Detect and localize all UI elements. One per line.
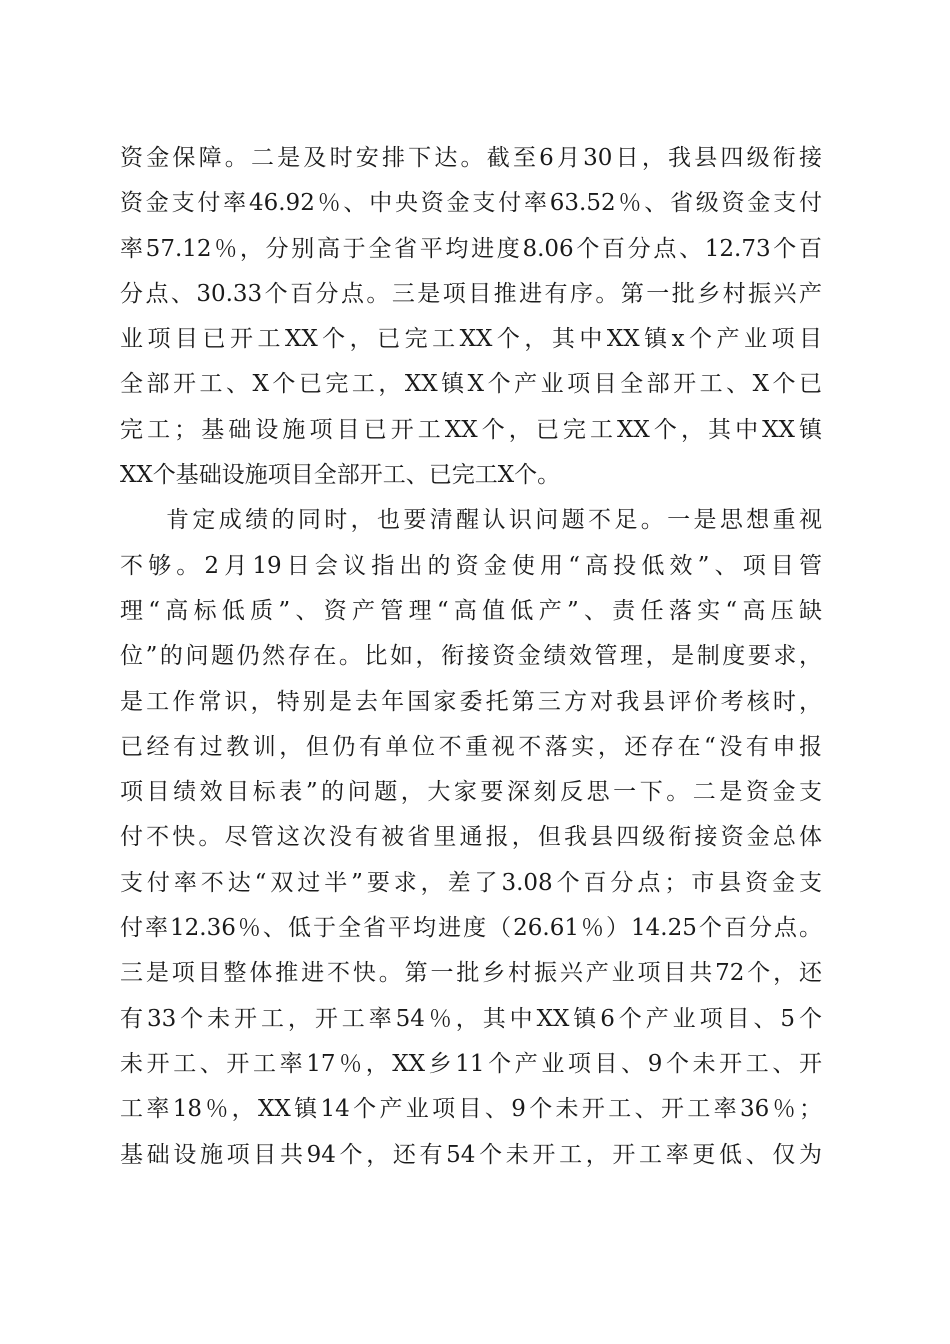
document-body bbox=[120, 136, 822, 1178]
text-line: 肯定成绩的同时，也要清醒认识问题不足。一是思想重视 bbox=[166, 507, 822, 534]
text-line: 全部开工、X个已完工，XX镇X个产业项目全部开工、X个已 bbox=[120, 371, 822, 398]
text-line: 位”的问题仍然存在。比如，衔接资金绩效管理，是制度要求， bbox=[120, 643, 822, 670]
text-line: 理“高标低质”、资产管理“高值低产”、责任落实“高压缺 bbox=[120, 597, 822, 624]
text-line: 未开工、开工率17％，XX乡11个产业项目、9个未开工、开 bbox=[120, 1050, 822, 1077]
text-line: XX个基础设施项目全部开工、已完工X个。 bbox=[120, 462, 561, 489]
text-line: 基础设施项目共94个，还有54个未开工，开工率更低、仅为 bbox=[120, 1141, 822, 1168]
text-line: 工率18％，XX镇14个产业项目、9个未开工、开工率36％； bbox=[120, 1096, 822, 1123]
text-line: 有33个未开工，开工率54％，其中XX镇6个产业项目、5个 bbox=[120, 1005, 822, 1032]
text-line: 付不快。尽管这次没有被省里通报，但我县四级衔接资金总体 bbox=[120, 824, 822, 851]
text-line: 业项目已开工XX个，已完工XX个，其中XX镇x个产业项目 bbox=[120, 326, 822, 353]
text-line: 付率12.36％、低于全省平均进度（26.61％）14.25个百分点。 bbox=[120, 915, 822, 942]
text-line: 资金保障。二是及时安排下达。截至6月30日，我县四级衔接 bbox=[120, 145, 822, 171]
text-line: 不够。2月19日会议指出的资金使用“高投低效”、项目管 bbox=[120, 552, 822, 579]
text-line: 完工；基础设施项目已开工XX个，已完工XX个，其中XX镇 bbox=[120, 416, 822, 443]
text-line: 项目绩效目标表”的问题，大家要深刻反思一下。二是资金支 bbox=[120, 779, 822, 806]
text-line: 已经有过教训，但仍有单位不重视不落实，还存在“没有申报 bbox=[120, 733, 822, 760]
text-line: 支付率不达“双过半”要求，差了3.08个百分点；市县资金支 bbox=[120, 869, 822, 896]
paragraph-achievements bbox=[120, 136, 822, 498]
paragraph-problems bbox=[120, 498, 822, 1177]
text-line: 率57.12％，分别高于全省平均进度8.06个百分点、12.73个百 bbox=[120, 235, 822, 262]
text-line: 是工作常识，特别是去年国家委托第三方对我县评价考核时， bbox=[120, 688, 822, 715]
text-line: 分点、30.33个百分点。三是项目推进有序。第一批乡村振兴产 bbox=[120, 280, 822, 307]
text-line: 三是项目整体推进不快。第一批乡村振兴产业项目共72个，还 bbox=[120, 960, 822, 987]
text-line: 资金支付率46.92％、中央资金支付率63.52％、省级资金支付 bbox=[120, 190, 822, 217]
